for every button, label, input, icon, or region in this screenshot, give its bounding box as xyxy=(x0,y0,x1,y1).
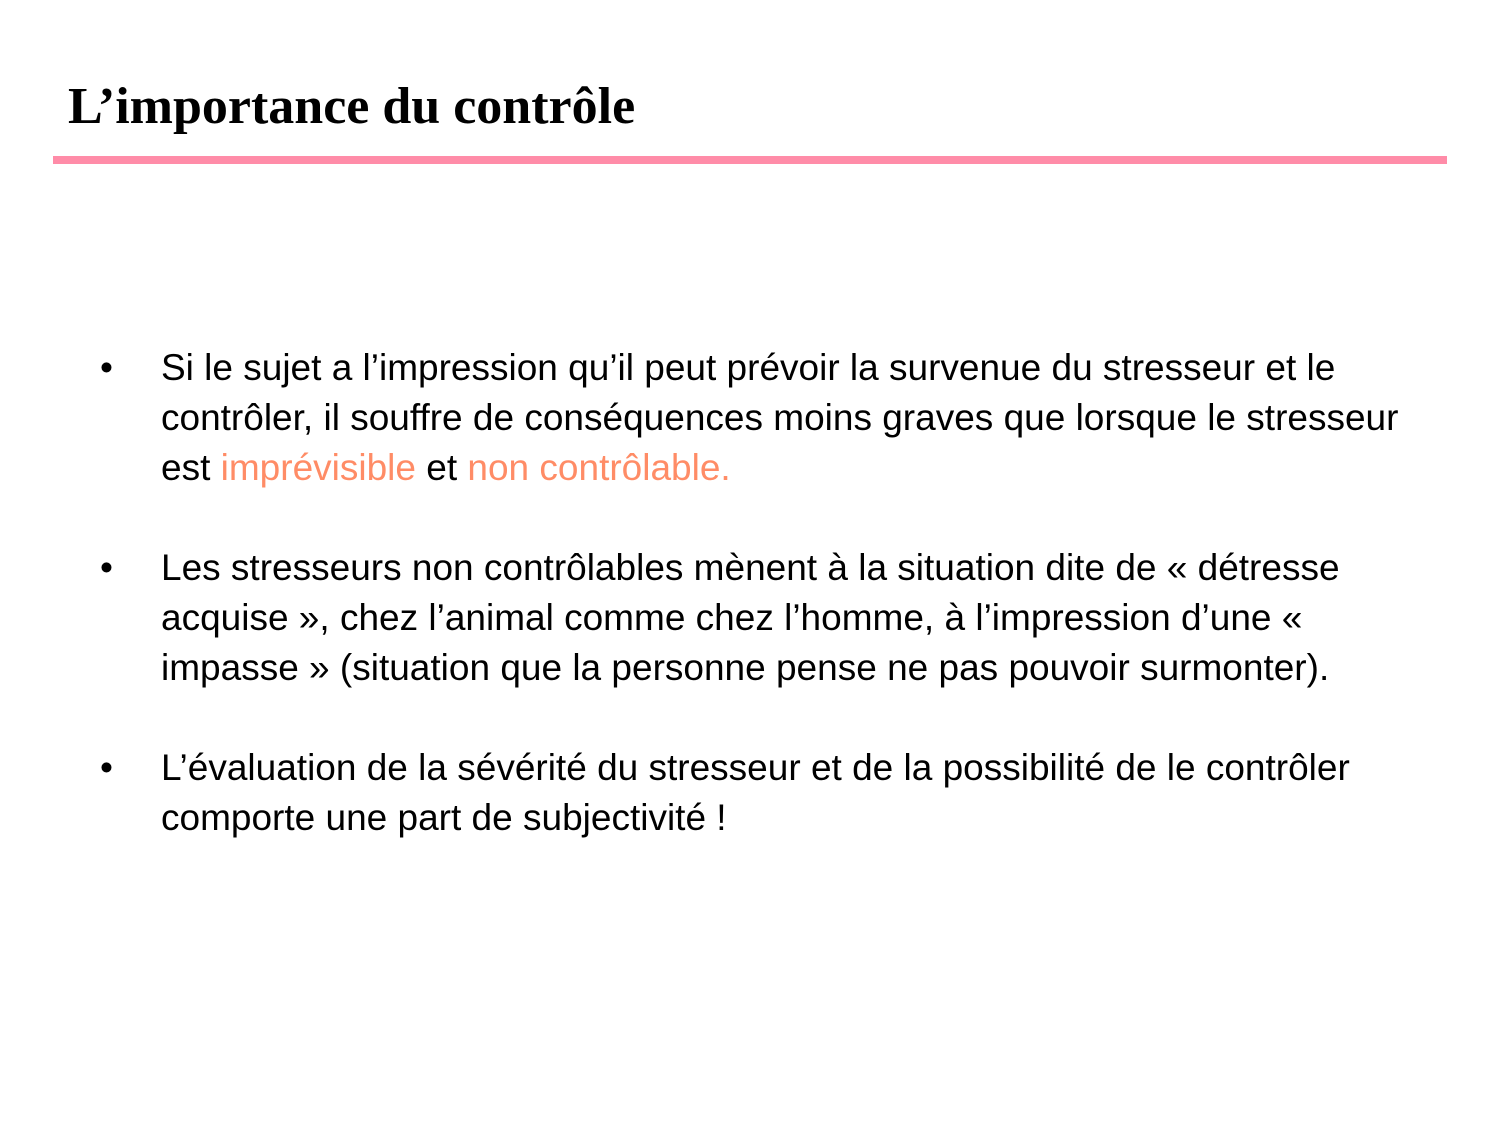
bullet-dot: • xyxy=(100,347,113,388)
bullet-list xyxy=(100,343,1400,843)
bullet-text: Si le sujet a l’impression qu’il peut prévoir la survenue du stresseur et le contrôler, il souffre de conséquences moins graves que lorsque le stresseur est xyxy=(161,347,1399,488)
bullet-item-1 xyxy=(100,343,1400,493)
bullet-item-2 xyxy=(100,543,1400,693)
highlight-uncontrollable: non contrôlable. xyxy=(467,447,731,488)
bullet-text: L’évaluation de la sévérité du stresseur et de la possibilité de le contrôler comporte une part de subjectivité ! xyxy=(161,747,1350,838)
bullet-dot: • xyxy=(100,547,113,588)
bullet-text: Les stresseurs non contrôlables mènent à la situation dite de « détresse acquise », chez l’animal comme chez l’homme, à l’impression d’une « impasse » (situation que la personne pense ne pas pouvoir surmonter). xyxy=(161,547,1340,688)
bullet-dot: • xyxy=(100,747,113,788)
highlight-unpredictable: imprévisible xyxy=(220,447,416,488)
bullet-item-3 xyxy=(100,743,1400,843)
bullet-text-connector: et xyxy=(415,447,468,488)
title-underline xyxy=(53,156,1447,164)
slide-title: L’importance du contrôle xyxy=(68,78,636,135)
